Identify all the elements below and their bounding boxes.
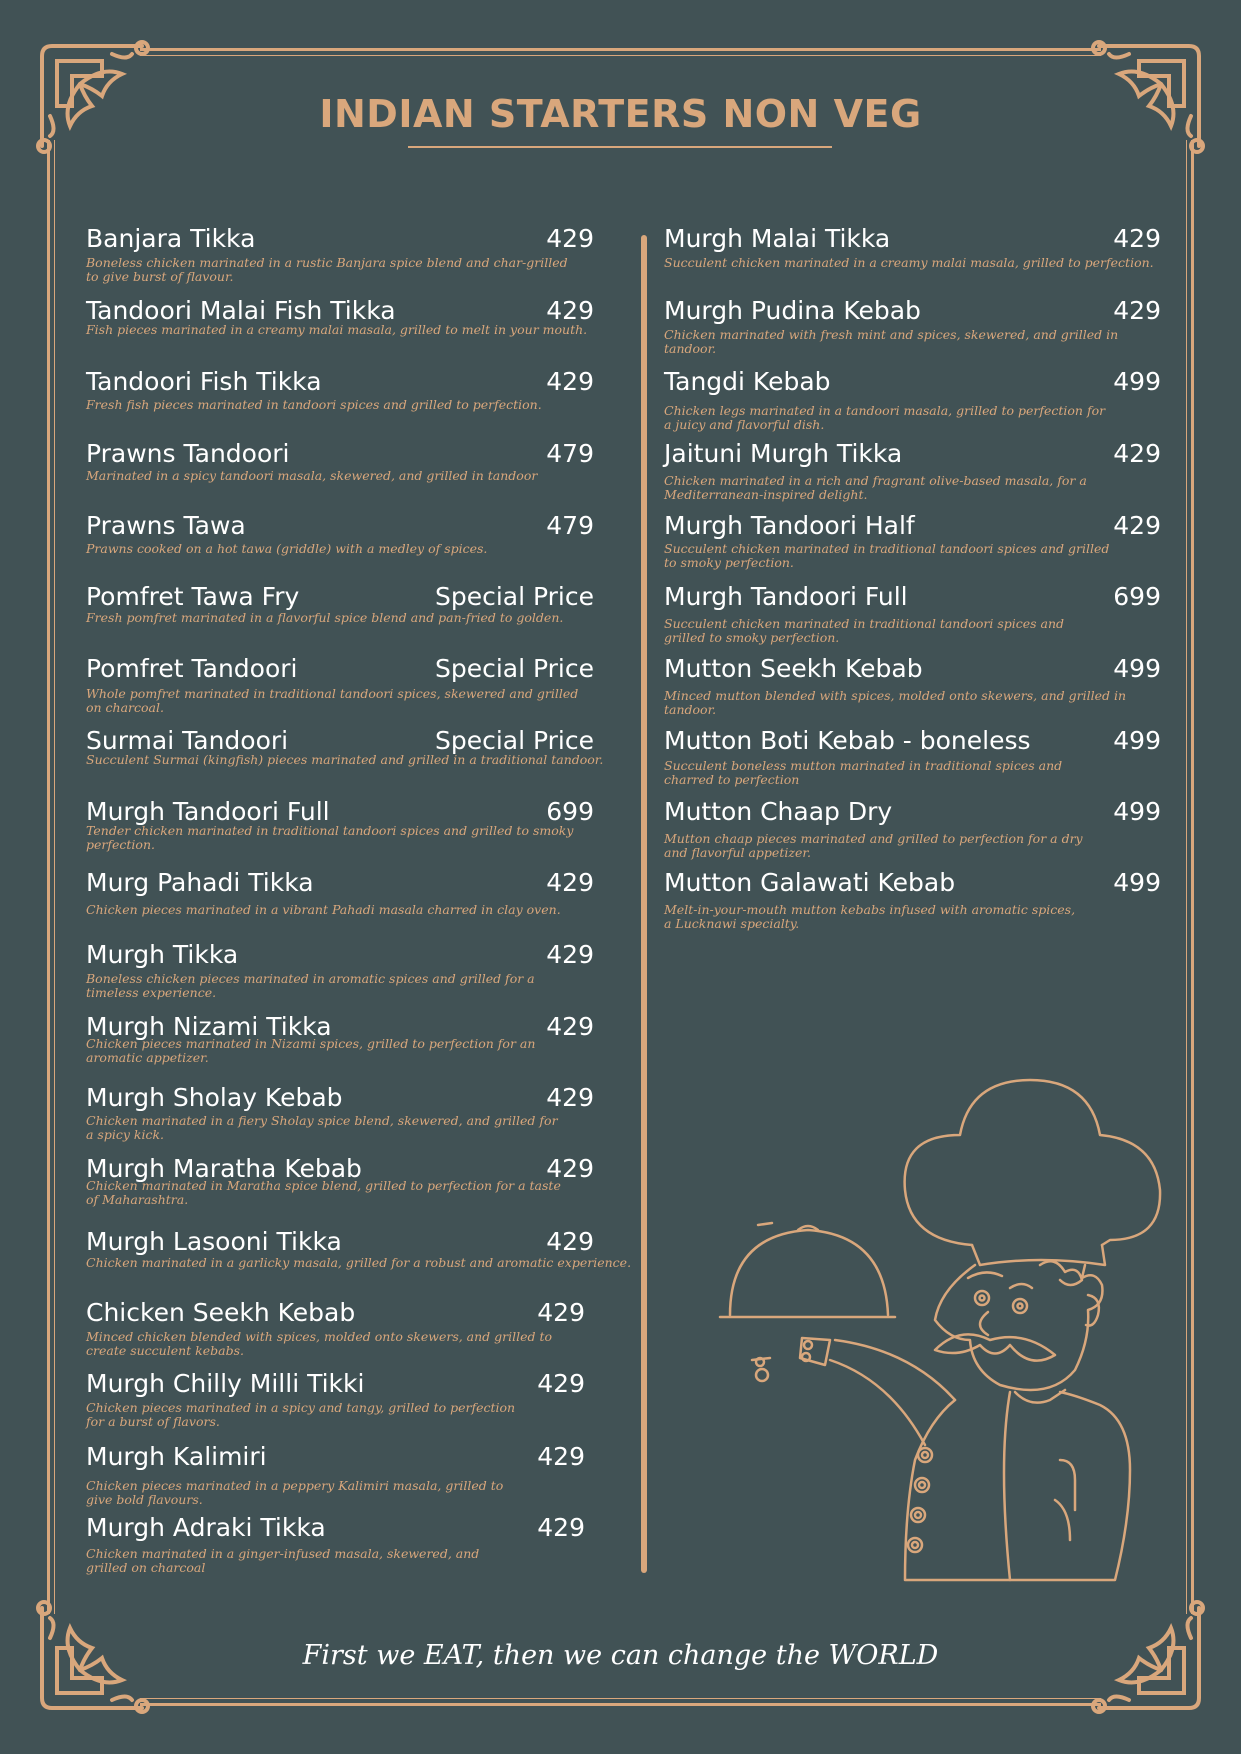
- menu-item-price: 479: [546, 511, 594, 540]
- menu-item-description: Whole pomfret marinated in traditional tandoori spices, skewered and grilled on charcoal.: [86, 686, 579, 715]
- menu-item-name: Murgh Maratha Kebab: [86, 1154, 362, 1183]
- frame-right-line: [1191, 140, 1194, 1614]
- menu-item-description: Fish pieces marinated in a creamy malai masala, grilled to melt in your mouth.: [86, 322, 588, 337]
- menu-item-name: Murgh Lasooni Tikka: [86, 1227, 342, 1256]
- menu-item-name: Tandoori Malai Fish Tikka: [86, 296, 396, 325]
- menu-item-name: Surmai Tandoori: [86, 726, 289, 755]
- menu-item-name: Pomfret Tandoori: [86, 654, 298, 683]
- menu-item-description: Succulent chicken marinated in traditional tandoori spices and grilled to smoky perfection.: [664, 616, 1065, 645]
- menu-item-description: Chicken marinated in Maratha spice blend, grilled to perfection for a taste of Maharashtra.: [86, 1178, 561, 1207]
- menu-item-name: Murgh Tikka: [86, 940, 239, 969]
- menu-item-price: 479: [546, 439, 594, 468]
- menu-item-price: 429: [1113, 224, 1161, 253]
- menu-item-name: Chicken Seekh Kebab: [86, 1298, 356, 1327]
- menu-item-price: 429: [546, 224, 594, 253]
- menu-item-description: Fresh fish pieces marinated in tandoori spices and grilled to perfection.: [86, 397, 542, 412]
- frame-bottom-line-inner: [140, 1698, 1101, 1699]
- menu-item-name: Murgh Malai Tikka: [664, 224, 891, 253]
- menu-item-name: Murgh Chilly Milli Tikki: [86, 1369, 365, 1398]
- menu-item-name: Murgh Pudina Kebab: [664, 296, 921, 325]
- tagline: First we EAT, then we can change the WORLD: [302, 1640, 939, 1671]
- menu-item-description: Boneless chicken pieces marinated in aromatic spices and grilled for a timeless experience.: [86, 971, 535, 1000]
- menu-item-description: Marinated in a spicy tandoori masala, skewered, and grilled in tandoor: [86, 468, 538, 483]
- menu-item-description: Minced mutton blended with spices, molded onto skewers, and grilled in tandoor.: [664, 688, 1126, 717]
- frame-top-line-inner: [140, 55, 1101, 56]
- page-title: INDIAN STARTERS NON VEG: [319, 92, 922, 136]
- frame-left-line-inner: [54, 140, 55, 1614]
- menu-item-description: Chicken pieces marinated in a spicy and tangy, grilled to perfection for a burst of flavors.: [86, 1400, 516, 1429]
- menu-item-name: Mutton Chaap Dry: [664, 797, 893, 826]
- menu-item-price: 429: [546, 1227, 594, 1256]
- menu-item-price: Special Price: [434, 654, 594, 683]
- menu-item-price: 429: [537, 1369, 585, 1398]
- menu-item-price: 429: [546, 296, 594, 325]
- menu-item-name: Murg Pahadi Tikka: [86, 868, 314, 897]
- menu-item-price: 499: [1113, 726, 1161, 755]
- menu-item-name: Murgh Kalimiri: [86, 1442, 267, 1471]
- menu-item-description: Chicken marinated in a fiery Sholay spice blend, skewered, and grilled for a spicy kick.: [86, 1113, 558, 1142]
- menu-item-description: Chicken marinated in a ginger-infused masala, skewered, and grilled on charcoal: [86, 1546, 480, 1575]
- menu-item-description: Chicken marinated in a garlicky masala, grilled for a robust and aromatic experience.: [86, 1255, 632, 1270]
- menu-item-price: 699: [1113, 582, 1161, 611]
- chef-illustration: [710, 1040, 1170, 1600]
- menu-item-price: 429: [546, 868, 594, 897]
- menu-item-name: Murgh Tandoori Half: [664, 511, 915, 540]
- menu-item-description: Chicken pieces marinated in Nizami spices, grilled to perfection for an aromatic appetizer.: [86, 1036, 536, 1065]
- menu-item-description: Minced chicken blended with spices, molded onto skewers, and grilled to create succulent kebabs.: [86, 1329, 553, 1358]
- frame-right-line-inner: [1186, 140, 1187, 1614]
- column-divider: [641, 235, 647, 1573]
- menu-item-price: 429: [537, 1513, 585, 1542]
- menu-item-description: Succulent Surmai (kingfish) pieces marinated and grilled in a traditional tandoor.: [86, 752, 604, 767]
- menu-item-name: Prawns Tandoori: [86, 439, 290, 468]
- menu-item-name: Jaituni Murgh Tikka: [664, 439, 903, 468]
- menu-item-name: Murgh Sholay Kebab: [86, 1083, 343, 1112]
- menu-item-price: 429: [546, 367, 594, 396]
- menu-item-price: 499: [1113, 654, 1161, 683]
- menu-item-description: Succulent chicken marinated in traditional tandoori spices and grilled to smoky perfection.: [664, 541, 1110, 570]
- menu-item-name: Murgh Tandoori Full: [664, 582, 908, 611]
- menu-item-description: Chicken marinated with fresh mint and spices, skewered, and grilled in tandoor.: [664, 327, 1119, 356]
- menu-item-name: Tandoori Fish Tikka: [86, 367, 322, 396]
- menu-item-price: Special Price: [434, 582, 594, 611]
- frame-top-line: [140, 48, 1101, 51]
- menu-item-description: Succulent boneless mutton marinated in traditional spices and charred to perfection: [664, 758, 1063, 787]
- menu-item-name: Banjara Tikka: [86, 224, 256, 253]
- menu-item-price: 429: [1113, 439, 1161, 468]
- menu-item-price: 429: [537, 1298, 585, 1327]
- menu-item-description: Chicken marinated in a rich and fragrant olive-based masala, for a Mediterranean-inspired delight.: [664, 473, 1087, 502]
- menu-item-price: 429: [546, 1083, 594, 1112]
- frame-left-line: [47, 140, 50, 1614]
- menu-item-price: 429: [1113, 296, 1161, 325]
- menu-item-name: Pomfret Tawa Fry: [86, 582, 300, 611]
- menu-item-price: 429: [537, 1442, 585, 1471]
- menu-item-price: 429: [546, 1012, 594, 1041]
- menu-item-description: Melt-in-your-mouth mutton kebabs infused with aromatic spices, a Lucknawi specialty.: [664, 902, 1076, 931]
- menu-item-name: Tangdi Kebab: [664, 367, 831, 396]
- menu-item-name: Murgh Adraki Tikka: [86, 1513, 326, 1542]
- frame-bottom-line: [140, 1703, 1101, 1706]
- title-underline: [408, 146, 832, 148]
- menu-item-price: 499: [1113, 797, 1161, 826]
- menu-item-description: Tender chicken marinated in traditional tandoori spices and grilled to smoky perfection.: [86, 823, 574, 852]
- menu-item-name: Murgh Nizami Tikka: [86, 1012, 332, 1041]
- menu-item-description: Fresh pomfret marinated in a flavorful spice blend and pan-fried to golden.: [86, 610, 564, 625]
- menu-item-price: 429: [1113, 511, 1161, 540]
- menu-item-description: Succulent chicken marinated in a creamy malai masala, grilled to perfection.: [664, 255, 1154, 270]
- menu-item-price: 699: [546, 797, 594, 826]
- menu-item-name: Mutton Boti Kebab - boneless: [664, 726, 1031, 755]
- menu-item-description: Chicken legs marinated in a tandoori masala, grilled to perfection for a juicy and flavorful dish.: [664, 403, 1106, 432]
- menu-item-price: 499: [1113, 868, 1161, 897]
- menu-item-name: Murgh Tandoori Full: [86, 797, 330, 826]
- menu-item-name: Mutton Seekh Kebab: [664, 654, 923, 683]
- menu-item-price: 429: [546, 940, 594, 969]
- menu-item-description: Chicken pieces marinated in a peppery Kalimiri masala, grilled to give bold flavours.: [86, 1478, 504, 1507]
- menu-item-description: Chicken pieces marinated in a vibrant Pahadi masala charred in clay oven.: [86, 902, 561, 917]
- menu-item-description: Mutton chaap pieces marinated and grilled to perfection for a dry and flavorful appetizer.: [664, 831, 1083, 860]
- menu-item-description: Prawns cooked on a hot tawa (griddle) with a medley of spices.: [86, 541, 488, 556]
- menu-item-price: 429: [546, 1154, 594, 1183]
- menu-item-price: 499: [1113, 367, 1161, 396]
- menu-item-description: Boneless chicken marinated in a rustic Banjara spice blend and char-grilled to give burst of flavour.: [86, 255, 568, 284]
- menu-item-name: Mutton Galawati Kebab: [664, 868, 956, 897]
- menu-item-price: Special Price: [434, 726, 594, 755]
- menu-item-name: Prawns Tawa: [86, 511, 246, 540]
